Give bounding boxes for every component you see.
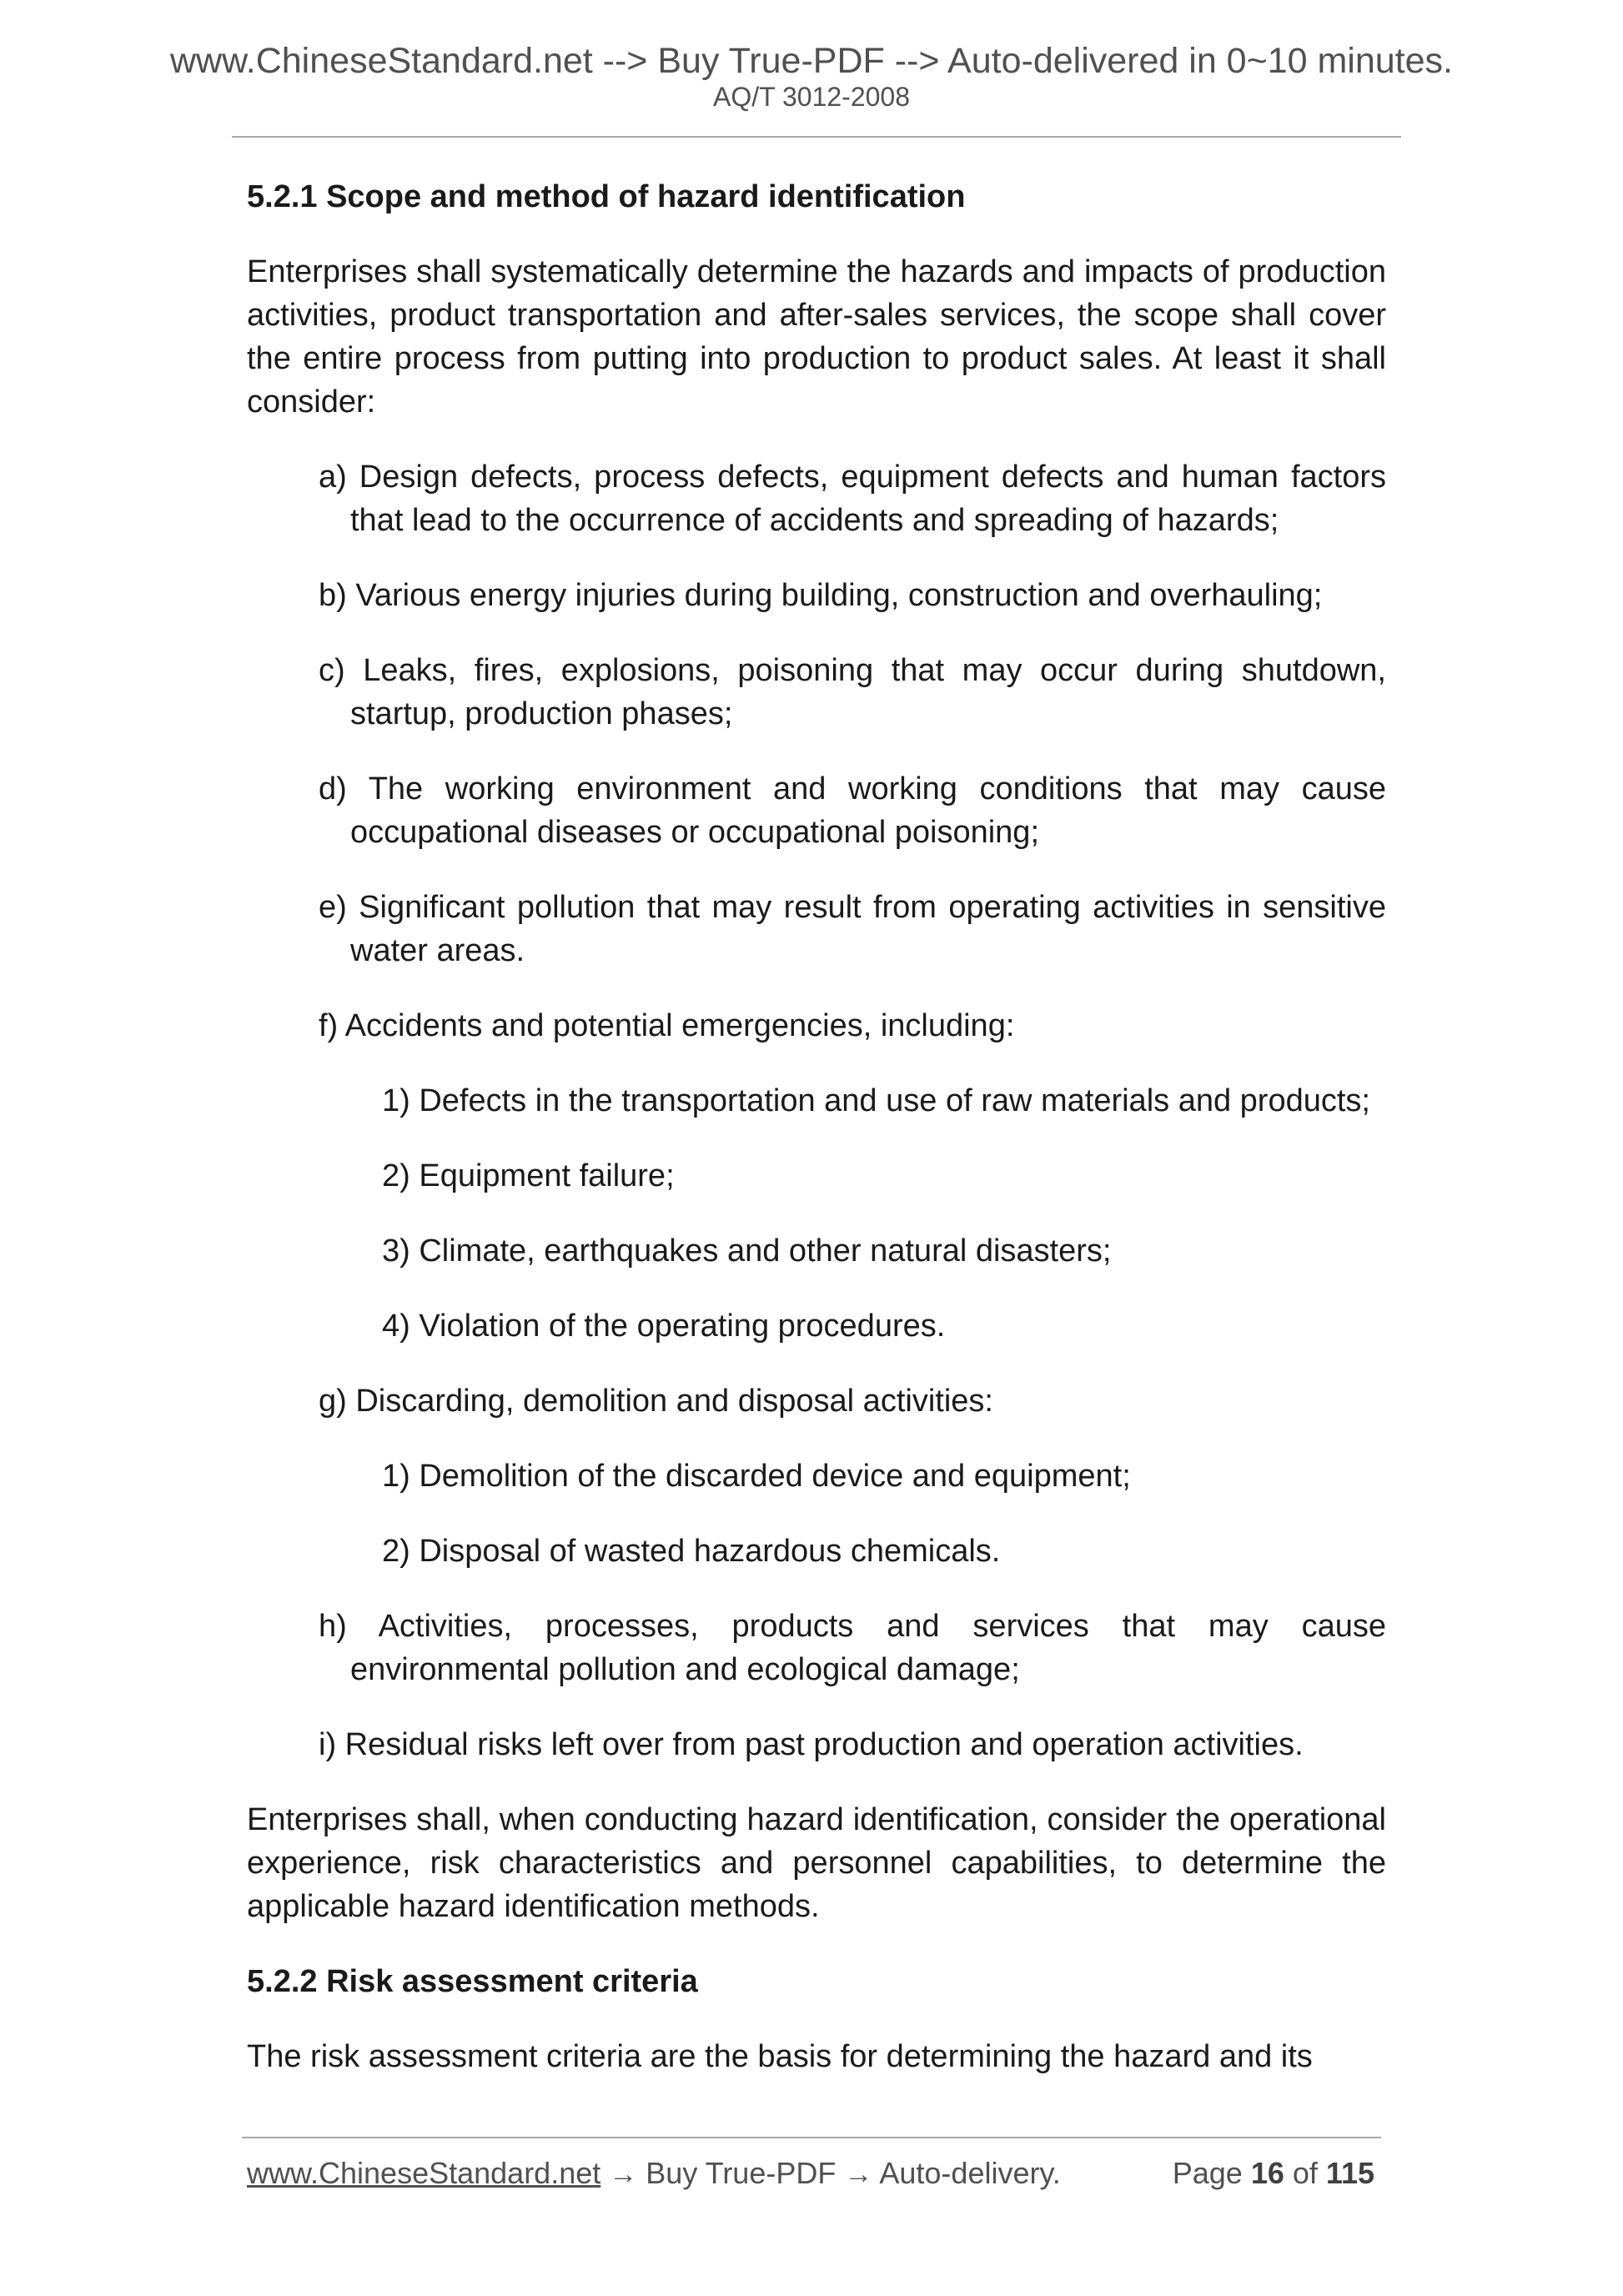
header-divider: [232, 136, 1401, 138]
arrow-right-icon: →: [844, 2158, 873, 2190]
list-item: a) Design defects, process defects, equipment defects and human factors that lead to the occurrence of accidents and spreading of hazards;: [319, 460, 1386, 538]
sublist-g: [350, 1454, 1386, 1573]
page-indicator: [1173, 2158, 1374, 2188]
site-banner: www.ChineseStandard.net --> Buy True-PDF --> Auto-delivered in 0~10 minutes.: [169, 41, 1453, 81]
document-body: [247, 175, 1386, 2078]
site-link[interactable]: www.ChineseStandard.net: [247, 2156, 601, 2190]
list-item-label: f) Accidents and potential emergencies, including:: [319, 1008, 1015, 1043]
list-item: i) Residual risks left over from past production and operation activities.: [319, 1727, 1304, 1762]
auto-delivery-text: Auto-delivery.: [879, 2156, 1061, 2190]
section-heading-5-2-2: 5.2.2 Risk assessment criteria: [247, 1964, 698, 1999]
list-item-g: [319, 1379, 1386, 1573]
sublist-item: 1) Defects in the transportation and use of raw materials and products;: [382, 1083, 1370, 1118]
standard-code: AQ/T 3012-2008: [712, 82, 910, 112]
sublist-item: 1) Demolition of the discarded device and equipment;: [382, 1459, 1131, 1494]
page-number: 16: [1250, 2156, 1284, 2190]
list-item: h) Activities, processes, products and services that may cause environmental pollution and ecological damage;: [319, 1609, 1386, 1687]
footer-divider: [242, 2137, 1381, 2138]
arrow-right-icon: →: [609, 2158, 638, 2190]
sublist-item: 2) Equipment failure;: [382, 1158, 675, 1193]
closing-paragraph: Enterprises shall, when conducting hazard identification, consider the operational experience, risk characteristics and personnel capabilities, to determine the applicable hazard identification methods.: [247, 1802, 1386, 1924]
consideration-list: [247, 455, 1386, 1766]
page-label: Page: [1172, 2156, 1243, 2190]
buy-true-pdf-text: Buy True-PDF: [646, 2156, 837, 2190]
list-item: e) Significant pollution that may result from operating activities in sensitive water areas.: [319, 890, 1386, 968]
criteria-paragraph: The risk assessment criteria are the basis for determining the hazard and its: [247, 2039, 1313, 2074]
footer-links: [247, 2156, 1061, 2190]
intro-paragraph: Enterprises shall systematically determine the hazards and impacts of production activities, product transportation and after-sales services, the scope shall cover the entire process from putting into production to product sales. At least it shall consider:: [247, 254, 1386, 420]
list-item: b) Various energy injuries during building, construction and overhauling;: [319, 578, 1323, 613]
section-heading-5-2-1: 5.2.1 Scope and method of hazard identification: [247, 179, 966, 214]
total-pages: 115: [1325, 2156, 1374, 2190]
sublist-item: 3) Climate, earthquakes and other natural disasters;: [382, 1233, 1112, 1269]
list-item-f: [319, 1004, 1386, 1348]
list-item: c) Leaks, fires, explosions, poisoning that may occur during shutdown, startup, production phases;: [319, 653, 1386, 731]
sublist-item: 2) Disposal of wasted hazardous chemicals.: [382, 1534, 1001, 1569]
sublist-item: 4) Violation of the operating procedures.: [382, 1309, 946, 1344]
list-item: d) The working environment and working conditions that may cause occupational diseases or occupational poisoning;: [319, 771, 1386, 850]
sublist-f: [350, 1079, 1386, 1348]
of-label: of: [1292, 2156, 1318, 2190]
list-item-label: g) Discarding, demolition and disposal activities:: [319, 1384, 993, 1419]
page-footer: [247, 2158, 1374, 2188]
